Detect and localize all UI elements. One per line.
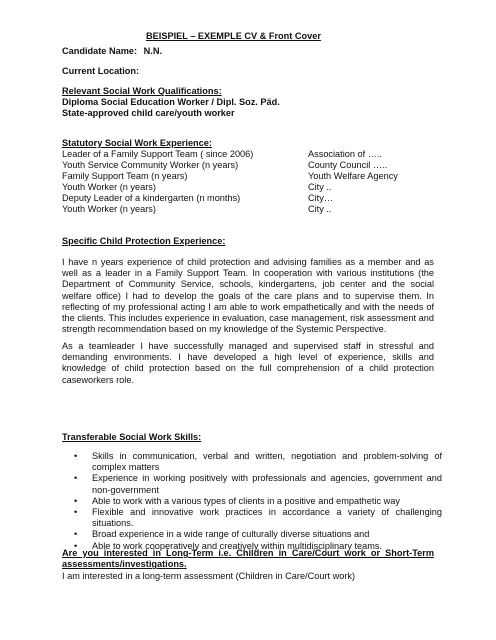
bullet-icon: • <box>74 495 78 506</box>
current-location-label: Current Location: <box>62 66 140 76</box>
experience-org: County Council ….. <box>308 160 388 170</box>
skill-text: Broad experience in a wide range of culturally diverse situations and <box>92 529 370 540</box>
bullet-icon: • <box>74 540 78 551</box>
candidate-name-label: Candidate Name: <box>62 46 138 56</box>
skill-item <box>62 507 442 529</box>
skill-item <box>62 473 442 495</box>
experience-role: Youth Worker (n years) <box>62 182 156 192</box>
qualifications-heading: Relevant Social Work Qualifications: <box>62 86 222 96</box>
bullet-icon: • <box>74 451 78 461</box>
experience-role: Deputy Leader of a kindergarten (n months) <box>62 193 241 203</box>
experience-org: Association of ….. <box>308 149 383 159</box>
child-protection-heading: Specific Child Protection Experience: <box>62 236 226 246</box>
child-protection-paragraph: As a teamleader I have successfully managed and supervised staff in stressful and demanding environments. I have developed a high level of experience, skills and knowledge of child protection based on the full comprehension of a child protection caseworkers role. <box>62 341 434 385</box>
experience-org: City… <box>308 193 334 203</box>
bullet-icon: • <box>74 507 78 518</box>
experience-org: City .. <box>308 204 332 214</box>
experience-role: Youth Service Community Worker (n years) <box>62 160 239 170</box>
qualification-item: State-approved child care/youth worker <box>62 108 235 118</box>
bullet-icon: • <box>74 473 78 484</box>
qualification-item: Diploma Social Education Worker / Dipl. Soz. Päd. <box>62 97 280 107</box>
skill-text: Able to work cooperatively and creatively within multidisciplinary teams. <box>92 540 383 551</box>
candidate-name-line <box>62 46 162 57</box>
skill-item <box>62 451 442 473</box>
child-protection-paragraph: I have n years experience of child protection and advising families as a member and as well as a leader in a Family Support Team. In cooperation with various institutions (the Department of Community Service, schools, kindergartens, job center and the social welfare office) I had to develop the goals of the care plans and to supervise them. In reflecting of my professional acting I am able to work empathetically and with the needs of the clients. This includes experience in evaluation, case management, risk assessment and strength recommendation based on my knowledge of the Systemic Perspective. <box>62 257 434 335</box>
experience-role: Family Support Team (n years) <box>62 171 188 181</box>
skill-text: Experience in working positively with professionals and agencies, government and non-government <box>92 473 442 495</box>
skill-text: Skills in communication, verbal and written, negotiation and problem-solving of complex matters <box>92 451 442 473</box>
experience-role: Youth Worker (n years) <box>62 204 156 214</box>
document-title: BEISPIEL – EXEMPLE CV & Front Cover <box>146 31 321 41</box>
experience-org: Youth Welfare Agency <box>308 171 398 181</box>
candidate-name-value: N.N. <box>143 46 162 56</box>
bullet-icon: • <box>74 529 78 540</box>
skills-list <box>62 451 442 552</box>
experience-heading: Statutory Social Work Experience: <box>62 138 212 148</box>
experience-org: City .. <box>308 182 332 192</box>
skills-heading: Transferable Social Work Skills: <box>62 432 202 442</box>
interest-question: Are you interested in Long-Term i.e. Children in Care/Court work or Short-Term assessments/investigations. <box>62 548 434 570</box>
experience-role: Leader of a Family Support Team ( since 2006) <box>62 149 254 159</box>
skill-item <box>62 529 442 540</box>
skill-item <box>62 496 442 507</box>
skill-text: Flexible and innovative work practices in accordance a variety of challenging situations. <box>92 507 442 529</box>
interest-answer: I am interested in a long-term assessment (Children in Care/Court work) <box>62 571 356 581</box>
skill-text: Able to work with a various types of clients in a positive and empathetic way <box>92 495 400 506</box>
